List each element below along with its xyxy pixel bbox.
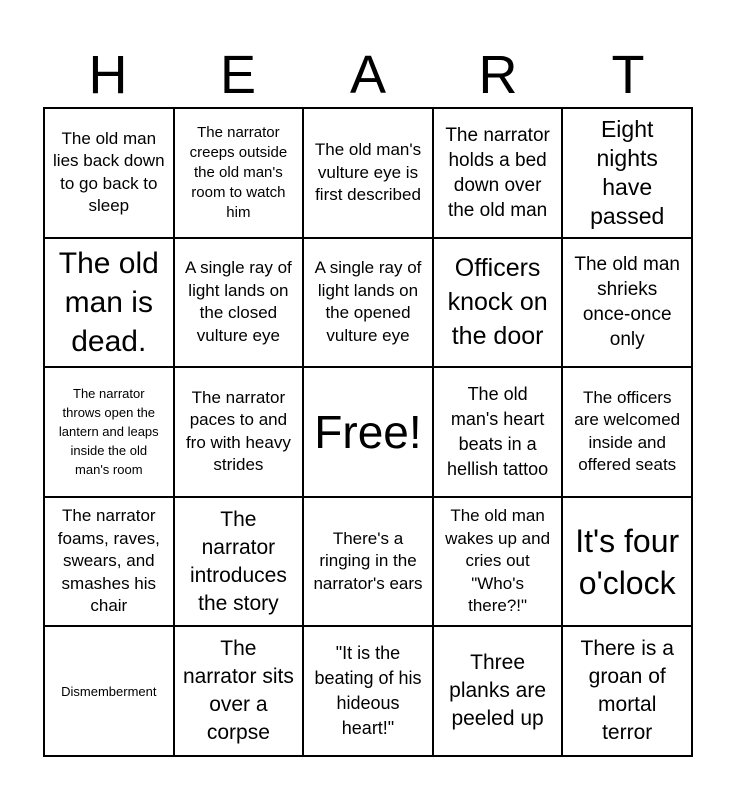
- cell-text: "It is the beating of his hideous heart!": [314, 643, 422, 739]
- bingo-cell[interactable]: [562, 238, 692, 368]
- bingo-cell[interactable]: [174, 238, 304, 368]
- bingo-cell[interactable]: [44, 108, 174, 238]
- cell-text: The old man's vulture eye is first described: [314, 140, 422, 205]
- cell-text: The narrator throws open the lantern and leaps inside the old man's room: [58, 386, 159, 478]
- bingo-title: [43, 44, 693, 106]
- cell-text: The officers are welcomed inside and offered seats: [574, 387, 681, 475]
- bingo-cell[interactable]: [562, 367, 692, 497]
- bingo-cell[interactable]: [303, 626, 433, 756]
- cell-text: The narrator paces to and fro with heavy strides: [185, 387, 291, 475]
- title-letter-r: R: [478, 45, 518, 105]
- cell-text: Dismemberment: [61, 683, 157, 699]
- bingo-cell[interactable]: [303, 497, 433, 627]
- title-letter-h: H: [88, 45, 128, 105]
- title-letter-e: E: [219, 45, 257, 105]
- bingo-cell[interactable]: [433, 367, 563, 497]
- bingo-cell[interactable]: [433, 626, 563, 756]
- cell-text: Three planks are peeled up: [449, 651, 547, 731]
- cell-text: The old man lies back down to go back to sleep: [53, 128, 165, 216]
- bingo-cell[interactable]: [174, 367, 304, 497]
- bingo-card: [43, 107, 693, 757]
- title-letter-a: A: [349, 45, 387, 105]
- cell-text: A single ray of light lands on the closed vulture eye: [185, 258, 292, 345]
- cell-text: The narrator creeps outside the old man's room to watch him: [189, 123, 288, 221]
- cell-text: There is a groan of mortal terror: [580, 637, 674, 745]
- cell-text: The narrator foams, raves, swears, and smashes his chair: [57, 506, 160, 616]
- bingo-cell[interactable]: [562, 626, 692, 756]
- title-letter-t: T: [611, 45, 645, 105]
- bingo-cell[interactable]: [303, 238, 433, 368]
- bingo-cell[interactable]: [44, 626, 174, 756]
- cell-text: The old man shrieks once-once only: [574, 254, 680, 351]
- cell-text: It's four o'clock: [575, 522, 680, 601]
- bingo-cell[interactable]: [562, 497, 692, 627]
- cell-text: The narrator introduces the story: [189, 507, 287, 615]
- cell-text: A single ray of light lands on the opened vulture eye: [314, 258, 422, 345]
- cell-text: There's a ringing in the narrator's ears: [313, 528, 423, 593]
- free-space-cell[interactable]: [303, 367, 433, 497]
- bingo-cell[interactable]: [433, 497, 563, 627]
- cell-text: The narrator holds a bed down over the old man: [445, 124, 550, 221]
- bingo-cell[interactable]: [174, 497, 304, 627]
- bingo-cell[interactable]: [562, 108, 692, 238]
- bingo-cell[interactable]: [174, 626, 304, 756]
- bingo-cell[interactable]: [44, 367, 174, 497]
- cell-text: Eight nights have passed: [590, 115, 665, 229]
- bingo-cell[interactable]: [433, 238, 563, 368]
- cell-text: The old man wakes up and cries out "Who's there?!": [445, 506, 551, 616]
- bingo-cell[interactable]: [44, 238, 174, 368]
- bingo-cell[interactable]: [44, 497, 174, 627]
- cell-text: The old man is dead.: [58, 246, 159, 358]
- cell-text: The old man's heart beats in a hellish tattoo: [447, 383, 549, 479]
- cell-text: Officers knock on the door: [447, 254, 548, 351]
- bingo-cell[interactable]: [303, 108, 433, 238]
- bingo-cell[interactable]: [433, 108, 563, 238]
- bingo-cell[interactable]: [174, 108, 304, 238]
- cell-text: The narrator sits over a corpse: [182, 637, 294, 745]
- free-space-label: Free!: [314, 405, 422, 458]
